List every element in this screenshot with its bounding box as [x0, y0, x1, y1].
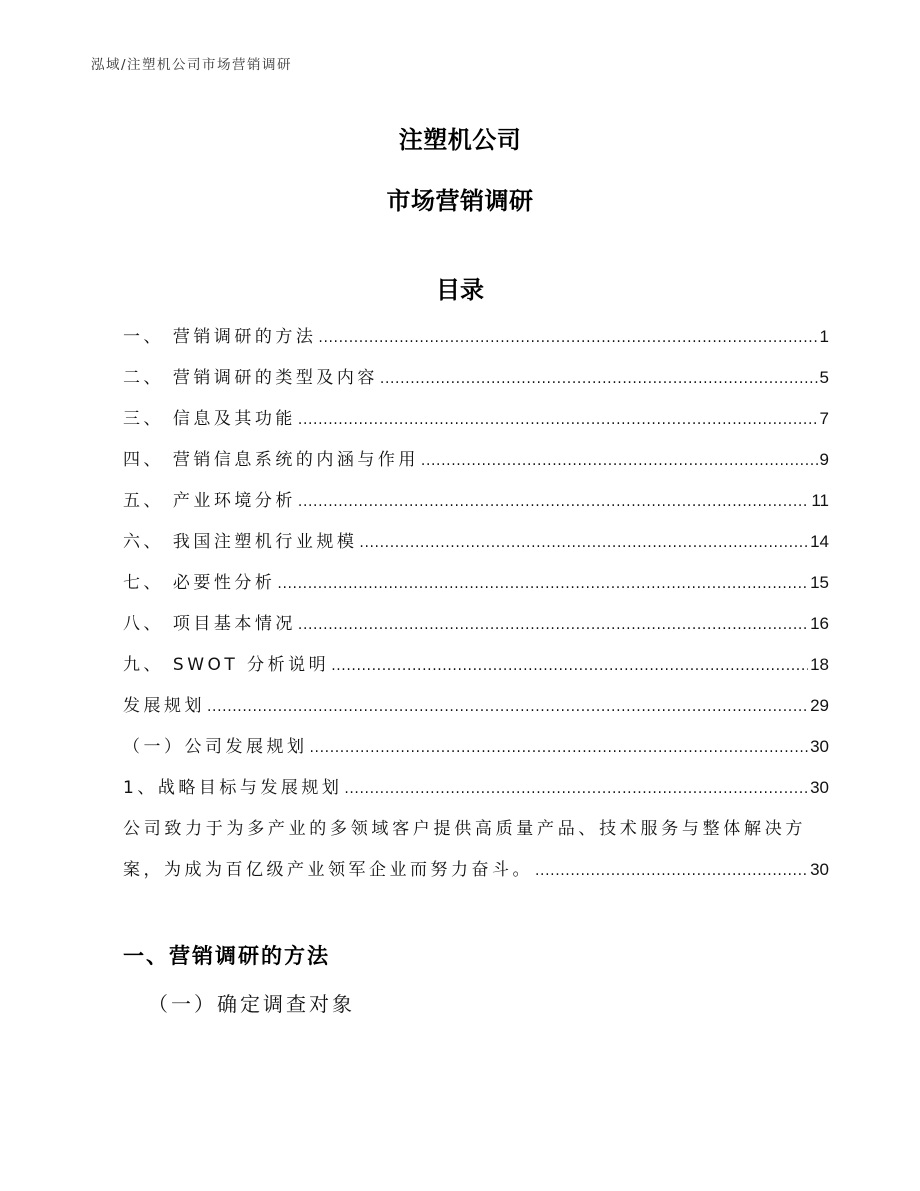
toc-entry-label: 四、 营销信息系统的内涵与作用: [123, 450, 419, 470]
toc-entry-label: 八、 项目基本情况: [123, 614, 296, 634]
toc-leader-dots: [359, 532, 808, 552]
toc-entry-page: 15: [810, 573, 829, 592]
toc-entry[interactable]: [123, 732, 829, 773]
toc-entry-label: 三、 信息及其功能: [123, 409, 296, 429]
toc-entry-label: 1、战略目标与发展规划: [123, 778, 343, 798]
toc-entry-page: 30: [810, 737, 829, 756]
toc-entry[interactable]: [123, 855, 829, 896]
section-heading: 一、营销调研的方法: [123, 944, 330, 968]
toc-leader-dots: [310, 737, 809, 757]
toc-leader-dots: [298, 491, 809, 511]
toc-entry-page: 7: [819, 409, 829, 428]
toc-entry-label: 二、 营销调研的类型及内容: [123, 368, 378, 388]
document-subtitle: 市场营销调研: [386, 187, 534, 215]
toc-entry[interactable]: [123, 486, 829, 527]
toc-entry-label: 发展规划: [123, 696, 205, 716]
toc-leader-dots: [298, 409, 818, 429]
toc-entry-page: 9: [819, 450, 829, 469]
toc-leader-dots: [380, 368, 818, 388]
toc-entry-label: 案，为成为百亿级产业领军企业而努力奋斗。: [123, 860, 533, 880]
running-header: 泓域/注塑机公司市场营销调研: [91, 57, 293, 73]
document-title: 注塑机公司: [398, 126, 522, 154]
toc-entry-label: 六、 我国注塑机行业规模: [123, 532, 358, 552]
toc-entry[interactable]: [123, 568, 829, 609]
toc-entry-label: 九、 SWOT 分析说明: [123, 655, 330, 675]
toc-long-entry-line1[interactable]: 公司致力于为多产业的多领域客户提供高质量产品、技术服务与整体解决方: [123, 819, 807, 839]
toc-leader-dots: [277, 573, 808, 593]
table-of-contents: [123, 322, 829, 896]
toc-entry-label: 七、 必要性分析: [123, 573, 276, 593]
toc-entry[interactable]: [123, 404, 829, 445]
toc-entry-label: 一、 营销调研的方法: [123, 327, 317, 347]
toc-entry[interactable]: [123, 322, 829, 363]
toc-entry-page: 30: [810, 778, 829, 797]
toc-leader-dots: [331, 655, 808, 675]
toc-leader-dots: [298, 614, 808, 634]
toc-leader-dots: [344, 778, 808, 798]
toc-entry-page: 11: [811, 491, 829, 510]
toc-entry-label: （一）公司发展规划: [123, 737, 308, 757]
toc-entry-page: 14: [810, 532, 829, 551]
toc-entry[interactable]: [123, 691, 829, 732]
subsection-heading: （一）确定调查对象: [148, 992, 355, 1016]
toc-leader-dots: [535, 860, 808, 880]
toc-entry[interactable]: [123, 363, 829, 404]
toc-entry[interactable]: [123, 650, 829, 691]
toc-entry-label: 五、 产业环境分析: [123, 491, 296, 511]
toc-leader-dots: [421, 450, 818, 470]
toc-entry-page: 1: [819, 327, 829, 346]
toc-entry-page: 30: [810, 860, 829, 879]
toc-entry[interactable]: [123, 773, 829, 814]
toc-heading: 目录: [436, 276, 484, 304]
toc-leader-dots: [207, 696, 808, 716]
toc-entry[interactable]: [123, 527, 829, 568]
toc-entry[interactable]: [123, 445, 829, 486]
toc-leader-dots: [318, 327, 817, 347]
toc-entry-page: 18: [810, 655, 829, 674]
toc-entry[interactable]: [123, 609, 829, 650]
toc-entry-page: 29: [810, 696, 829, 715]
toc-entry-page: 5: [819, 368, 829, 387]
toc-entry-page: 16: [810, 614, 829, 633]
